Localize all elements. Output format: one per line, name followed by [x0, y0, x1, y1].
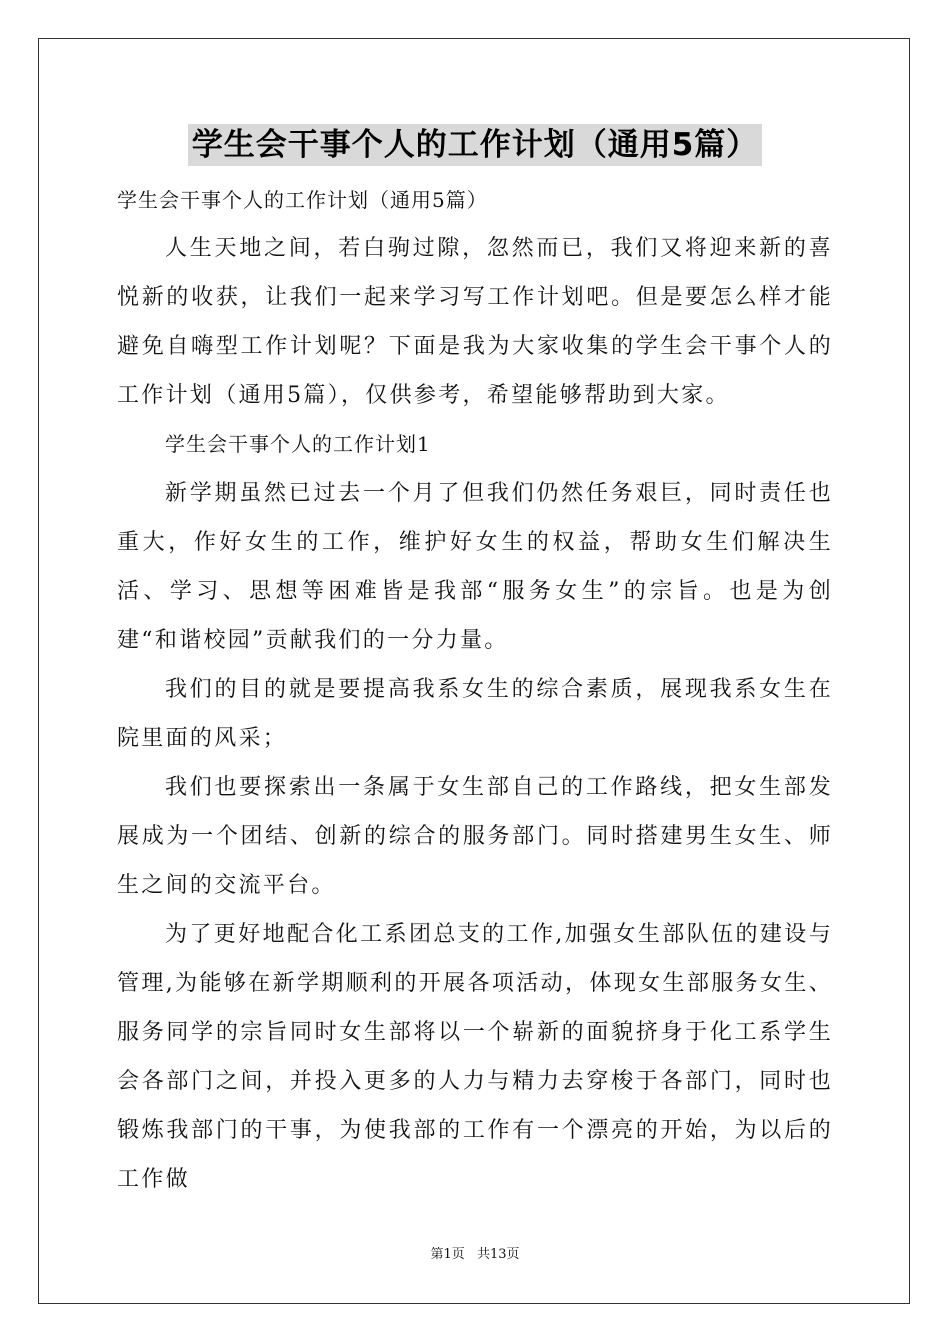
- page-total: 共13页: [476, 1247, 520, 1262]
- page-footer: [0, 1246, 950, 1264]
- body-paragraph: 新学期虽然已过去一个月了但我们仍然任务艰巨，同时责任也重大，作好女生的工作，维护好女生的权益，帮助女生们解决生活、学习、思想等困难皆是我部“服务女生”的宗旨。也是为创建“和谐校园”贡献我们的一分力量。: [117, 481, 833, 653]
- document-body: [117, 176, 833, 1204]
- body-paragraph: 我们也要探索出一条属于女生部自己的工作路线，把女生部发展成为一个团结、创新的综合的服务部门。同时搭建男生女生、师生之间的交流平台。: [117, 775, 833, 898]
- body-paragraph: 我们的目的就是要提高我系女生的综合素质，展现我系女生在院里面的风采；: [117, 677, 833, 751]
- intro-paragraph: 人生天地之间，若白驹过隙，忽然而已，我们又将迎来新的喜悦新的收获，让我们一起来学习写工作计划吧。但是要怎么样才能避免自嗨型工作计划呢？下面是我为大家收集的学生会干事个人的工作计划（通用5篇），仅供参考，希望能够帮助到大家。: [117, 236, 833, 408]
- page-number: 第1页: [430, 1247, 465, 1262]
- section-heading: 学生会干事个人的工作计划1: [165, 432, 431, 456]
- body-paragraph: 为了更好地配合化工系团总支的工作,加强女生部队伍的建设与管理,为能够在新学期顺利的开展各项活动，体现女生部服务女生、服务同学的宗旨同时女生部将以一个崭新的面貌挤身于化工系学生会各部门之间，并投入更多的人力与精力去穿梭于各部门，同时也锻炼我部门的干事，为使我部的工作有一个漂亮的开始，为以后的工作做: [117, 922, 833, 1192]
- document-subtitle: 学生会干事个人的工作计划（通用5篇）: [117, 188, 488, 212]
- title-container: [0, 124, 950, 166]
- document-title: 学生会干事个人的工作计划（通用5篇）: [188, 124, 763, 166]
